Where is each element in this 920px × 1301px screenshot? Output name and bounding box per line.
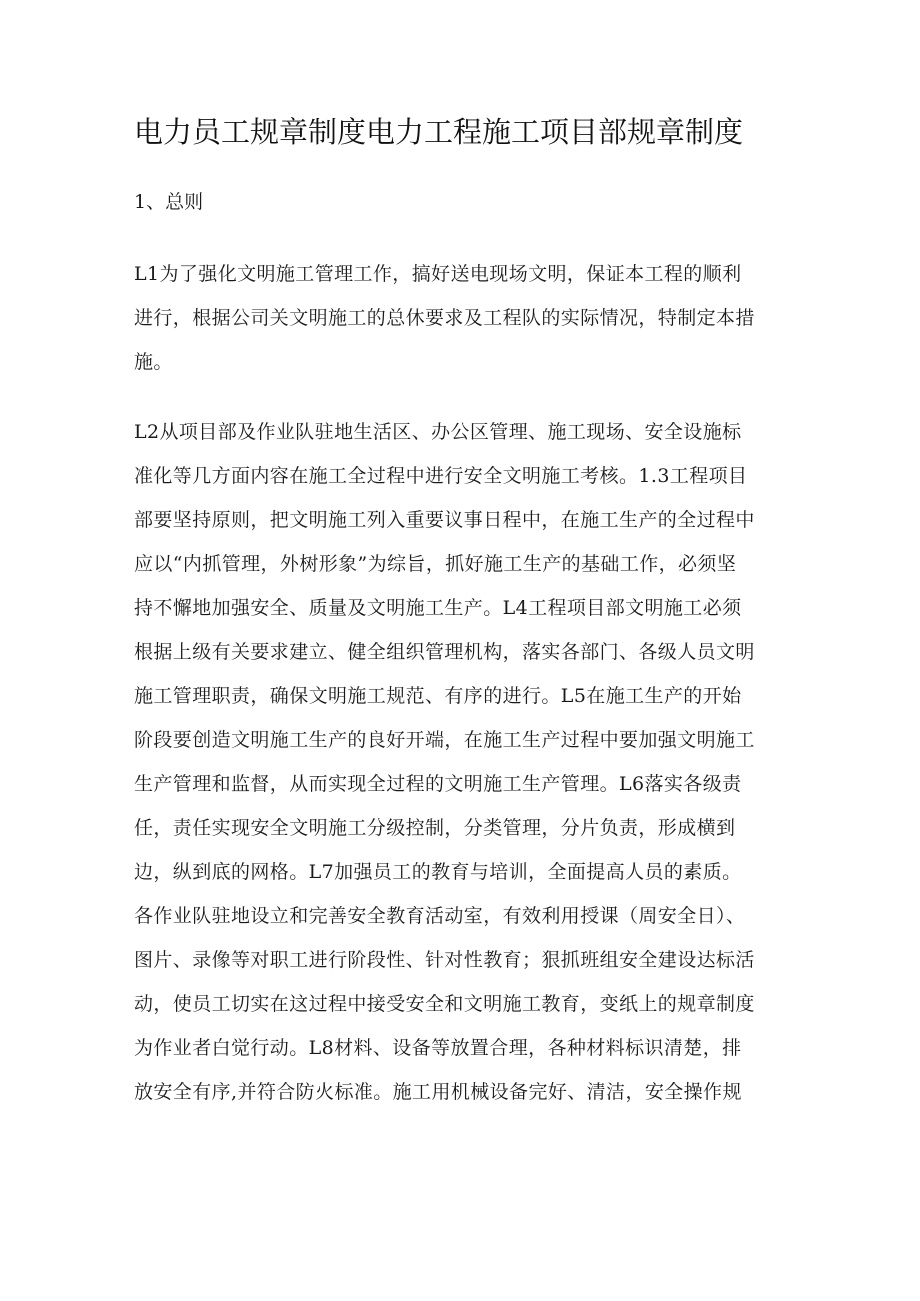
text-line: L1为了强化文明施工管理工作，搞好送电现场文明，保证本工程的顺利 [134, 263, 742, 285]
text-line: 放安全有序,并符合防火标准。施工用机械设备完好、清洁，安全操作规 [134, 1081, 742, 1103]
text-line: 部要坚持原则，把文明施工列入重要议事日程中，在施工生产的全过程中 [134, 509, 755, 531]
text-line: 施工管理职责，确保文明施工规范、有序的进行。L5在施工生产的开始 [134, 685, 742, 707]
text-line: 任，责任实现安全文明施工分级控制，分类管理，分片负责，形成横到 [134, 817, 736, 839]
text-line: 进行，根据公司关文明施工的总休要求及工程队的实际情况，特制定本措 [134, 307, 755, 329]
text-line [134, 1114, 794, 1158]
text-line: 应以“内抓管理，外树形象”为综旨，抓好施工生产的基础工作，必须坚 [134, 553, 737, 575]
text-line: 边，纵到底的网格。L7加强员工的教育与培训，全面提高人员的素质。 [134, 861, 742, 883]
paragraph-general-rules [134, 410, 794, 1202]
text-line: 图片、录像等对职工进行阶段性、针对性教育；狠抓班组安全建设达标活 [134, 949, 755, 971]
text-line: 准化等几方面内容在施工全过程中进行安全文明施工考核。1.3工程项目 [134, 465, 748, 487]
text-line: L2从项目部及作业队驻地生活区、办公区管理、施工现场、安全设施标 [134, 421, 742, 443]
text-line: 持不懈地加强安全、质量及文明施工生产。L4工程项目部文明施工必须 [134, 597, 742, 619]
section-heading: 1、总则 [134, 191, 204, 213]
text-line: 阶段要创造文明施工生产的良好开端，在施工生产过程中要加强文明施工 [134, 729, 755, 751]
text-line [134, 1158, 794, 1202]
text-line: 施。 [134, 351, 173, 373]
text-line: 根据上级有关要求建立、健全组织管理机构，落实各部门、各级人员文明 [134, 641, 755, 663]
document-title: 电力员工规章制度电力工程施工项目部规章制度 [134, 115, 744, 149]
text-line: 为作业者白觉行动。L8材料、设备等放置合理，各种材料标识清楚，排 [134, 1037, 742, 1059]
text-line: 各作业队驻地设立和完善安全教育活动室，有效利用授课（周安全日）、 [134, 905, 746, 927]
paragraph-general-purpose [134, 252, 794, 384]
text-line: 生产管理和监督，从而实现全过程的文明施工生产管理。L6落实各级责 [134, 773, 742, 795]
text-line: 动，使员工切实在这过程中接受安全和文明施工教育，变纸上的规章制度 [134, 993, 755, 1015]
